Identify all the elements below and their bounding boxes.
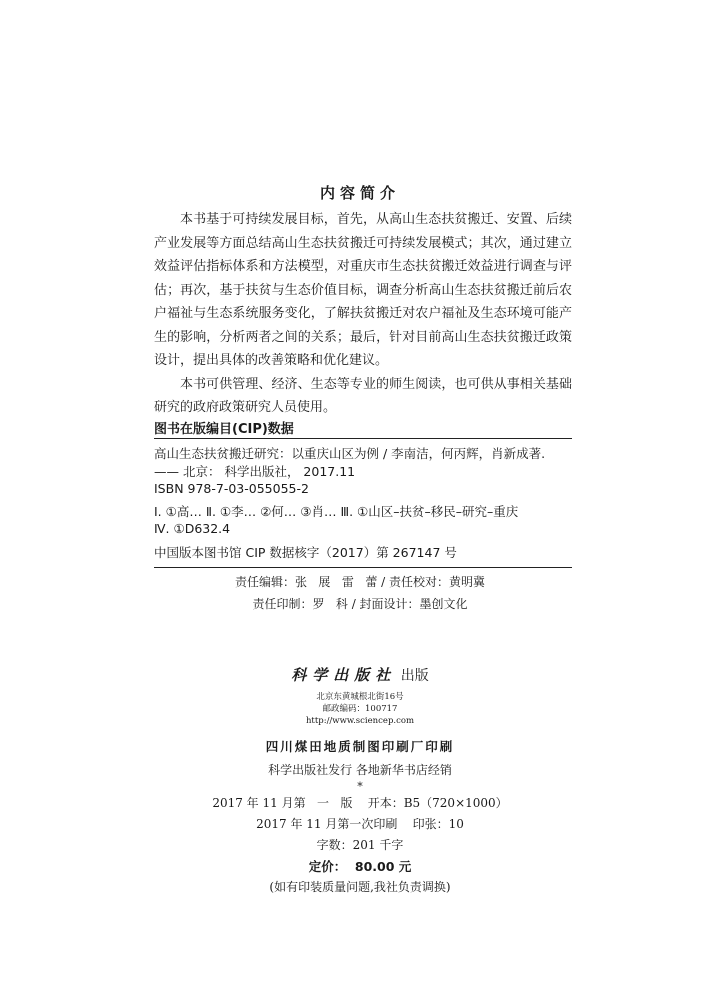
price-line: 定价： 80.00 元 bbox=[308, 859, 412, 874]
publisher-block bbox=[0, 664, 720, 898]
staff-line-production: 责任印制：罗 科 / 封面设计：墨创文化 bbox=[252, 597, 468, 611]
summary-paragraph-2: 本书可供管理、经济、生态等专业的师生阅读，也可供从事相关基础研究的政府政策研究人员使用。 bbox=[154, 376, 572, 415]
publisher-website: http://www.sciencep.com bbox=[305, 716, 415, 726]
printing-line: 2017 年 11 月第一次印刷 印张：10 bbox=[256, 817, 464, 831]
cip-classification-line: Ⅰ. ①高… Ⅱ. ①李… ②何… ③肖… Ⅲ. ①山区–扶贫–移民–研究–重庆 bbox=[154, 503, 519, 519]
summary-paragraph-1: 本书基于可持续发展目标，首先，从高山生态扶贫搬迁、安置、后续产业发展等方面总结高山生态扶贫搬迁可持续发展模式；其次，通过建立效益评估指标体系和方法模型，对重庆市生态扶贫搬迁效益进行调查与评估；再次，基于扶贫与生态价值目标，调查分析高山生态扶贫搬迁前后农户福祉与生态系统服务变化，了解扶贫搬迁对农户福祉及生态环境可能产生的影响，分析两者之间的关系；最后，针对目前高山生态扶贫搬迁政策设计，提出具体的改善策略和优化建议。 bbox=[154, 212, 572, 368]
edition-line: 2017 年 11 月第 一 版 开本：B5（720×1000） bbox=[212, 796, 508, 810]
cip-record-number: 中国版本图书馆 CIP 数据核字（2017）第 267147 号 bbox=[154, 544, 457, 560]
cip-top-rule bbox=[154, 438, 572, 439]
staff-line-editors: 责任编辑：张 展 雷 蕾 / 责任校对：黄明冀 bbox=[234, 575, 485, 589]
quality-notice: (如有印装质量问题,我社负责调换) bbox=[269, 880, 451, 894]
cip-title-line: 高山生态扶贫搬迁研究：以重庆山区为例 / 李南洁，何丙辉，肖新成著. bbox=[154, 446, 546, 461]
publisher-name bbox=[0, 664, 720, 685]
summary-title: 内容简介 bbox=[319, 184, 400, 202]
publisher-suffix: 出版 bbox=[400, 668, 429, 684]
cip-heading: 图书在版编目(CIP)数据 bbox=[154, 422, 294, 437]
staff-credits bbox=[0, 571, 720, 615]
cip-isbn-line: ISBN 978-7-03-055055-2 bbox=[154, 481, 309, 496]
distribution-line: 科学出版社发行 各地新华书店经销 bbox=[268, 763, 452, 777]
cip-publisher-line: —— 北京： 科学出版社， 2017.11 bbox=[154, 463, 356, 479]
edition-meta bbox=[0, 793, 720, 898]
publisher-address: 北京东黄城根北街16号 bbox=[316, 692, 404, 702]
publisher-postcode: 邮政编码：100717 bbox=[322, 704, 398, 714]
wordcount-line: 字数：201 千字 bbox=[316, 838, 404, 852]
cip-block bbox=[154, 445, 572, 561]
separator-star: * bbox=[357, 780, 363, 793]
summary-body bbox=[154, 208, 572, 420]
cip-bottom-rule bbox=[154, 567, 572, 568]
cip-classification-line-2: Ⅳ. ①D632.4 bbox=[154, 521, 231, 536]
publisher-logo-text: 科学出版社 bbox=[291, 666, 397, 684]
printer-name: 四川煤田地质制图印刷厂印刷 bbox=[265, 739, 455, 754]
